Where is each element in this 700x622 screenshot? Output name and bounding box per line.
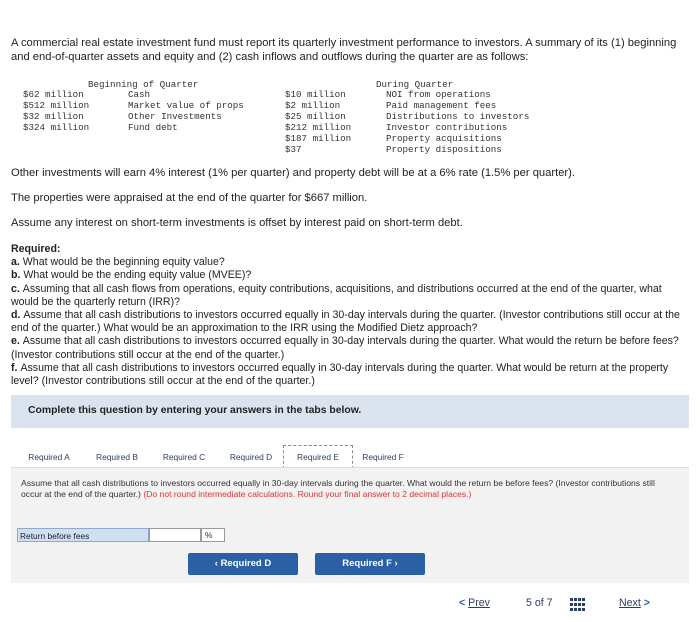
during-value: $212 million (285, 122, 352, 133)
required-item-a: a. What would be the beginning equity value? (11, 256, 225, 269)
interest-paragraph: Other investments will earn 4% interest (1% per quarter) and property debt will be at a 6% rate (1.5% per quarter). (11, 167, 575, 179)
during-value: $187 million (285, 133, 352, 144)
required-item-f: f. Assume that all cash distributions to investors occurred equally in 30-day intervals during the quarter. What would be return at the property level? (Investor contributions still occur at the end of the quarter.) (11, 361, 669, 388)
page-current: 5 (526, 597, 532, 609)
answer-label: Return before fees (17, 528, 149, 542)
tab-required-c[interactable]: Required C (162, 452, 206, 462)
tab-instruction (21, 478, 661, 499)
tab-instruction-text: Assume that all cash distributions to investors occurred equally in 30-day intervals during the quarter. What would the return be before fees? (Investor contributions still occur at the end of the quarter.) (21, 478, 655, 499)
answer-panel (11, 467, 689, 583)
prev-page-label: Prev (468, 597, 490, 609)
during-label: Property dispositions (386, 144, 502, 155)
page-total: 7 (546, 597, 553, 609)
problem-intro: A commercial real estate investment fund must report its quarterly investment performance to investors. A summary of its (1) beginning and end-of-quarter assets and equity and (2) cash inflows and outflows during the quarter are as follows: (11, 37, 677, 63)
prev-required-button[interactable] (188, 553, 298, 575)
required-item-c: c. Assuming that all cash flows from operations, equity contributions, acquisitions, and distributions occurred at the end of the quarter, what would be the quarterly return (IRR)? (11, 282, 662, 308)
beginning-value: $62 million (23, 89, 84, 100)
during-value: $25 million (285, 111, 346, 122)
beginning-label: Other Investments (128, 111, 222, 122)
tab-required-f[interactable]: Required F (362, 452, 404, 462)
rounding-note: (Do not round intermediate calculations. Round your final answer to 2 decimal places.) (143, 488, 472, 499)
return-before-fees-input[interactable] (149, 528, 201, 542)
during-value: $2 million (285, 100, 341, 111)
beginning-value: $512 million (23, 100, 90, 111)
required-list (11, 243, 691, 388)
required-heading: Required: (11, 243, 61, 255)
chevron-left-icon: ‹ (214, 558, 218, 569)
chevron-left-icon: < (459, 597, 466, 609)
tab-required-e[interactable]: Required E (283, 445, 353, 469)
during-label: Property acquisitions (386, 133, 502, 144)
during-value: $37 (285, 144, 302, 155)
prev-page-link[interactable] (459, 597, 490, 609)
tab-required-b[interactable]: Required B (96, 452, 138, 462)
during-label: Paid management fees (386, 100, 497, 111)
required-item-b: b. What would be the ending equity value (MVEE)? (11, 269, 252, 282)
page-indicator (526, 597, 553, 609)
beginning-header: Beginning of Quarter (88, 79, 199, 90)
next-page-link[interactable] (619, 597, 650, 609)
prev-required-label: Required D (220, 558, 272, 569)
beginning-value: $32 million (23, 111, 84, 122)
next-required-label: Required F (342, 558, 392, 569)
appraisal-paragraph: The properties were appraised at the end of the quarter for $667 million. (11, 192, 368, 204)
during-label: Investor contributions (386, 122, 508, 133)
tab-required-d[interactable]: Required D (229, 452, 273, 462)
during-value: $10 million (285, 89, 346, 100)
during-header: During Quarter (376, 79, 454, 90)
chevron-right-icon: › (394, 558, 398, 569)
during-label: Distributions to investors (386, 111, 530, 122)
required-item-d: d. Assume that all cash distributions to investors occurred equally in 30-day intervals during the quarter. (Investor contributions still occur at the end of the quarter.) What would be an approximation to the IRR using the Modified Dietz approach? (11, 309, 680, 335)
instructions-panel (11, 395, 689, 428)
page-of: of (534, 597, 544, 609)
beginning-label: Fund debt (128, 122, 178, 133)
next-page-label: Next (619, 597, 641, 609)
chevron-right-icon: > (643, 597, 650, 609)
during-label: NOI from operations (386, 89, 491, 100)
short-term-paragraph: Assume any interest on short-term investments is offset by interest paid on short-term debt. (11, 217, 463, 229)
required-item-e: e. Assume that all cash distributions to investors occurred equally in 30-day intervals during the quarter. What would the return be before fees? (Investor contributions still occur at the end of the quarter.) (11, 335, 679, 361)
beginning-label: Cash (128, 89, 151, 100)
beginning-value: $324 million (23, 122, 90, 133)
percent-unit: % (201, 528, 225, 542)
panel-instruction: Complete this question by entering your answers in the tabs below. (28, 405, 362, 416)
next-required-button[interactable] (315, 553, 425, 575)
beginning-label: Market value of props (128, 100, 244, 111)
tab-required-a[interactable]: Required A (28, 452, 70, 462)
grid-icon[interactable] (570, 598, 585, 611)
